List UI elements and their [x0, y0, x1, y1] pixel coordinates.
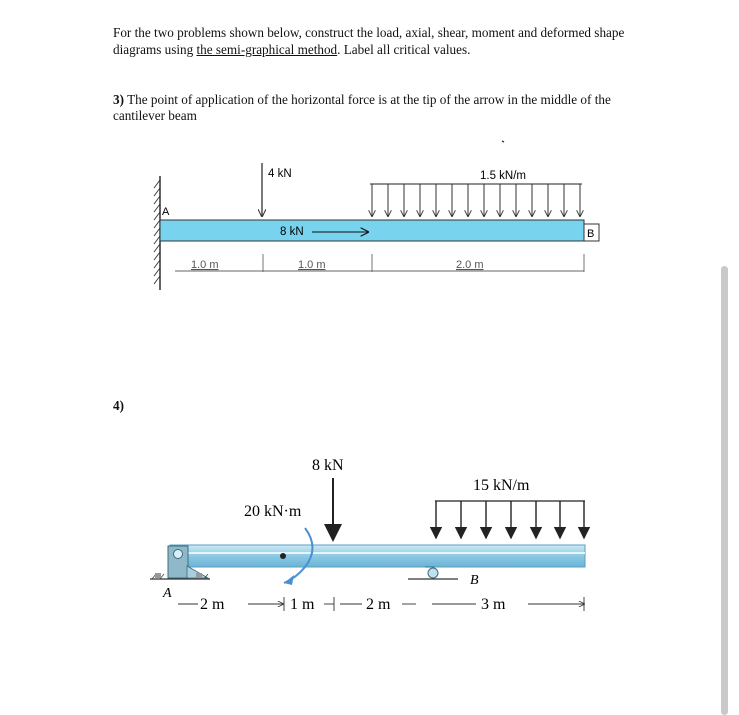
label-a-p4: A [163, 586, 172, 601]
label-b-p4: B [470, 573, 479, 588]
problem-4-diagram [150, 457, 585, 613]
distributed-load-label: 1.5 kN/m [480, 170, 527, 182]
dimension-line-p3 [175, 254, 584, 272]
dim-1m: 1 m [290, 596, 315, 613]
problem-4-number: 4) [113, 398, 124, 413]
roller-support-b [408, 567, 458, 579]
dim-1-0m-second: 1.0 m [298, 259, 326, 271]
simply-supported-beam [170, 545, 585, 567]
label-a: A [162, 206, 170, 218]
stray-mark [502, 141, 504, 142]
dim-1-0m-first: 1.0 m [191, 259, 219, 271]
problem-3-text: The point of application of the horizontal force is at the tip of the arrow in the middle of the cantilever beam [113, 92, 611, 123]
instructions-text-a: For the two problems shown below, construct the load, axial, shear, moment and deformed shape diagrams using [113, 25, 625, 57]
cantilever-beam [160, 220, 584, 241]
dim-2m-first: 2 m [200, 596, 225, 613]
point-load-8kn-label: 8 kN [312, 457, 344, 474]
moment-arrowhead [284, 575, 294, 585]
distributed-load-1-5kn [370, 184, 582, 216]
point-load-4kn-label: 4 kN [268, 168, 292, 180]
label-b: B [587, 228, 595, 240]
vertical-scrollbar[interactable] [721, 266, 728, 715]
distributed-load-label-p4: 15 kN/m [473, 477, 530, 494]
moment-point [280, 553, 286, 559]
distributed-load-15kn [435, 501, 585, 538]
fixed-wall-support [154, 176, 160, 290]
dim-2-0m: 2.0 m [456, 259, 484, 271]
moment-label: 20 kN·m [244, 503, 302, 520]
dim-3m: 3 m [481, 596, 506, 613]
semi-graphical-method-link: the semi-graphical method [196, 42, 338, 57]
dim-2m-second: 2 m [366, 596, 391, 613]
instructions-text-b: . Label all critical values. [337, 42, 471, 57]
problem-3-number: 3) [113, 92, 124, 107]
axial-load-label: 8 kN [280, 226, 304, 238]
